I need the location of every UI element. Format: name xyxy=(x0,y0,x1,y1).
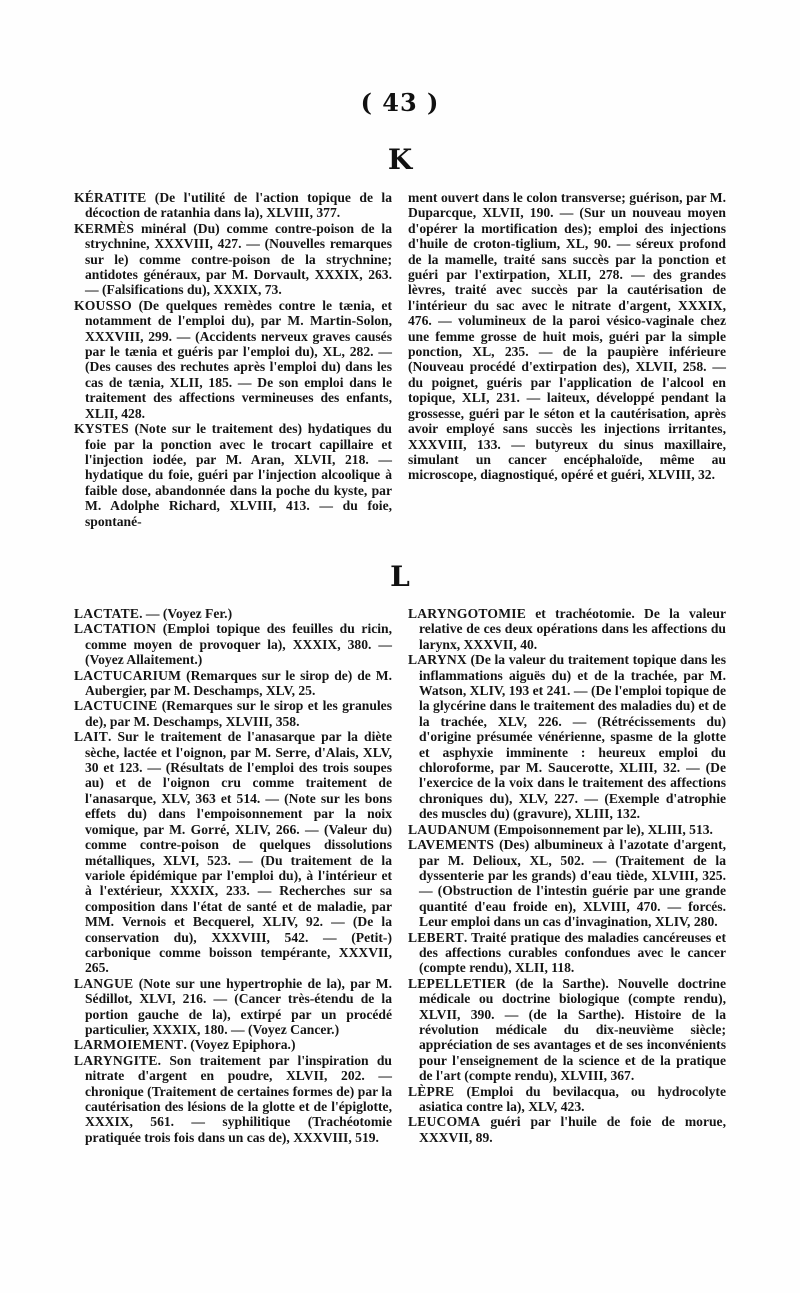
entry-headword: LEBERT xyxy=(408,929,464,945)
index-entry xyxy=(74,221,392,298)
index-entry xyxy=(74,621,392,667)
entry-text: . Traité pratique des maladies cancéreuses et des affections curables confondues avec le cancer (compte rendu), XLII, 118. xyxy=(419,929,726,976)
entry-text: . Sur le traitement de l'anasarque par la diète sèche, lactée et l'oignon, par M. Serre, d'Alais, XLV, 30 et 123. — (Résultats de l'emploi des trois soupes au) et de l'oignon cru comme traitement de l'anasarque, XLV, 363 et 514. — (Note sur les bons effets du) dans l'empoisonnement par la noix vomique, par M. Gorré, XLIV, 266. — (Valeur du) comme contre-poison de quelques dissolutions métalliques, XLVI, 523. — (Du traitement de la variole épidémique par l'emploi du), à l'intérieur et à l'extérieur, XXXIX, 233. — Recherches sur sa composition dans l'état de santé et de maladie, par MM. Vernois et Becquerel, XLIV, 92. — (De la conservation du), XXXVIII, 542. — (Petit-) carbonique comme boisson tempérante, XXXVII, 265. xyxy=(85,729,392,976)
entry-headword: LAUDANUM xyxy=(408,821,491,837)
l-left-column xyxy=(74,606,392,1145)
entry-text: (Des) albumineux à l'azotate d'argent, par M. Delioux, XL, 502. — (Traitement de la dyssenterie par les grands) d'eau tiède, XLVIII, 325. — (Obstruction de l'intestin guérie par une grande quantité d'eau froide en), XLVIII, 470. — forcés. Leur emploi dans un cas d'invagination, XLIV, 280. xyxy=(419,837,726,930)
entry-headword: LACTUCINE xyxy=(74,698,158,714)
index-entry xyxy=(408,837,726,929)
index-entry xyxy=(74,729,392,976)
entry-text: guéri par l'huile de foie de morue, XXXVII, 89. xyxy=(419,1114,726,1145)
entry-text: ment ouvert dans le colon transverse; guérison, par M. Duparcque, XLVII, 190. — (Sur un nouveau moyen d'opérer la mortification des); emploi des injections d'huile de croton-tiglium, XL, 90. — séreux profond de la mamelle, traité sans succès par la ponction et guéri par l'extirpation, XLII, 278. — des grandes lèvres, traité avec succès par la cautérisation de l'intérieur du sac avec le nitrate d'argent, XXXIX, 476. — volumineux de la paroi vésico-vaginale chez une femme grosse de huit mois, guéri par la simple ponction, XL, 235. — de la paupière inférieure (Nouveau procédé d'extirpation des), XLVII, 258. — du poignet, guéris par l'application de l'alcool en topique, XLI, 231. — laiteux, développé pendant la grossesse, guéri par le séton et la cautérisation, après avoir employé sans succès les injections irritantes, XXXVIII, 133. — butyreux du sinus maxillaire, simulant un cancer encéphaloïde, même au microscope, diagnostiqué, opéré et guéri, XLVIII, 32. xyxy=(408,190,726,483)
entry-text: minéral (Du) comme contre-poison de la strychnine, XXXVIII, 427. — (Nouvelles remarques sur le) comme contre-poison de la strychnine; antidotes généraux, par M. Dorvault, XXXIX, 263. — (Falsifications du), XXXIX, 73. xyxy=(85,220,392,298)
entry-text: . — (Voyez Fer.) xyxy=(139,606,233,621)
entry-text: (Remarques sur le sirop de) de M. Aubergier, par M. Deschamps, XLV, 25. xyxy=(85,667,392,699)
index-entry xyxy=(408,976,726,1084)
entry-headword: LEUCOMA xyxy=(408,1114,481,1130)
entry-headword: LANGUE xyxy=(74,975,134,991)
k-right-column xyxy=(408,190,726,483)
entry-text: (De l'utilité de l'action topique de la décoction de ratanhia dans la), XLVIII, 377. xyxy=(85,190,392,221)
index-entry xyxy=(74,421,392,529)
entry-text: . (Voyez Epiphora.) xyxy=(183,1037,296,1053)
entry-headword: KERMÈS xyxy=(74,220,135,236)
entry-text: (Note sur une hypertrophie de la), par M. Sédillot, XLVI, 216. — (Cancer très-étendu de la portion gauche de la), extirpé par un procédé particulier, XXXIX, 180. — (Voyez Cancer.) xyxy=(85,975,392,1037)
entry-headword: LAIT xyxy=(74,729,109,745)
entry-headword: LÈPRE xyxy=(408,1083,455,1099)
index-entry xyxy=(74,298,392,421)
index-entry xyxy=(74,698,392,729)
index-entry xyxy=(408,930,726,976)
entry-text: (Empoisonnement par le), XLIII, 513. xyxy=(490,821,713,837)
section-letter-k: K xyxy=(387,143,413,176)
entry-headword: KYSTES xyxy=(74,421,129,437)
entry-headword: LACTATE xyxy=(74,606,140,621)
section-letter-l: L xyxy=(390,560,410,593)
entry-headword: LARYNGITE xyxy=(74,1052,158,1068)
entry-headword: LACTUCARIUM xyxy=(74,667,182,683)
index-entry xyxy=(74,1037,392,1052)
index-entry xyxy=(74,668,392,699)
entry-text: (De quelques remèdes contre le tænia, et notamment de l'emploi du), par M. Martin-Solon, XXXVIII, 299. — (Accidents nerveux graves causés par le tænia et guéris par l'emploi du), XL, 282. — (Des causes des rechutes après l'emploi du) dans les cas de tænia, XLII, 185. — De son emploi dans le traitement des affections vermineuses des enfants, XLII, 428. xyxy=(85,297,392,421)
index-entry xyxy=(74,976,392,1038)
entry-headword: LARMOIEMENT xyxy=(74,1037,184,1053)
entry-headword: LARYNX xyxy=(408,652,467,668)
entry-text: (Emploi topique des feuilles du ricin, comme moyen de provoquer la), XXXIX, 380. — (Voyez Allaitement.) xyxy=(85,621,392,668)
entry-text: . Son traitement par l'inspiration du nitrate d'argent en poudre, XLVII, 202. — chronique (Traitement de certaines formes de) par la cautérisation des lésions de la glotte et de l'épiglotte, XXXIX, 561. — syphilitique (Trachéotomie pratiquée trois fois dans un cas de), XXXVIII, 519. xyxy=(85,1052,392,1145)
entry-text: (de la Sarthe). Nouvelle doctrine médicale ou doctrine biologique (compte rendu), XLVII, 390. — (de la Sarthe). Histoire de la révolution médicale du dix-neuvième siècle; appréciation de ses avantages et de ses inconvénients pour l'enseignement de la science et de la pratique de l'art (compte rendu), XLVIII, 367. xyxy=(419,975,726,1084)
index-entry xyxy=(74,606,392,621)
entry-headword: LACTATION xyxy=(74,621,157,637)
entry-text: (Note sur le traitement des) hydatiques du foie par la ponction avec le trocart capillaire et l'injection iodée, par M. Aran, XLVII, 218. — hydatique du foie, guéri par l'injection alcoolique à faible dose, abandonnée dans la poche du kyste, par M. Adolphe Richard, XLVIII, 413. — du foie, spontané- xyxy=(85,421,392,529)
entry-headword: LAVEMENTS xyxy=(408,837,495,853)
entry-headword: LEPELLETIER xyxy=(408,975,507,991)
k-left-column xyxy=(74,190,392,529)
index-entry xyxy=(408,1084,726,1115)
entry-text: (Remarques sur le sirop et les granules de), par M. Deschamps, XLVIII, 358. xyxy=(85,698,392,729)
entry-text: et trachéotomie. De la valeur relative de ces deux opérations dans les affections du larynx, XXXVII, 40. xyxy=(419,606,726,652)
index-entry xyxy=(74,1053,392,1145)
entry-headword: KOUSSO xyxy=(74,297,132,313)
index-entry xyxy=(408,1114,726,1145)
entry-headword: KÉRATITE xyxy=(74,190,147,205)
index-entry xyxy=(408,190,726,483)
l-right-column xyxy=(408,606,726,1145)
index-entry xyxy=(74,190,392,221)
page-number: ( 43 ) xyxy=(360,88,440,117)
entry-text: (Emploi du bevilacqua, ou hydrocolyte asiatica contre la), XLV, 423. xyxy=(419,1083,726,1114)
index-entry xyxy=(408,822,726,837)
index-entry xyxy=(408,652,726,821)
index-entry xyxy=(408,606,726,652)
entry-text: (De la valeur du traitement topique dans les inflammations aiguës du) et de la trachée, par M. Watson, XLIV, 193 et 241. — (De l'emploi topique de la glycérine dans le traitement des maladies du) et de la trachée, XLV, 226. — (Rétrécissements du) d'origine présumée vénérienne, spasme de la glotte et asphyxie imminente : heureux emploi du chloroforme, par M. Saucerotte, XLIII, 32. — (De l'exercice de la voix dans le traitement des affections chroniques du), XLV, 227. — (Exemple d'atrophie des muscles du) (gravure), XLIII, 132. xyxy=(419,652,726,822)
entry-headword: LARYNGOTOMIE xyxy=(408,606,526,621)
